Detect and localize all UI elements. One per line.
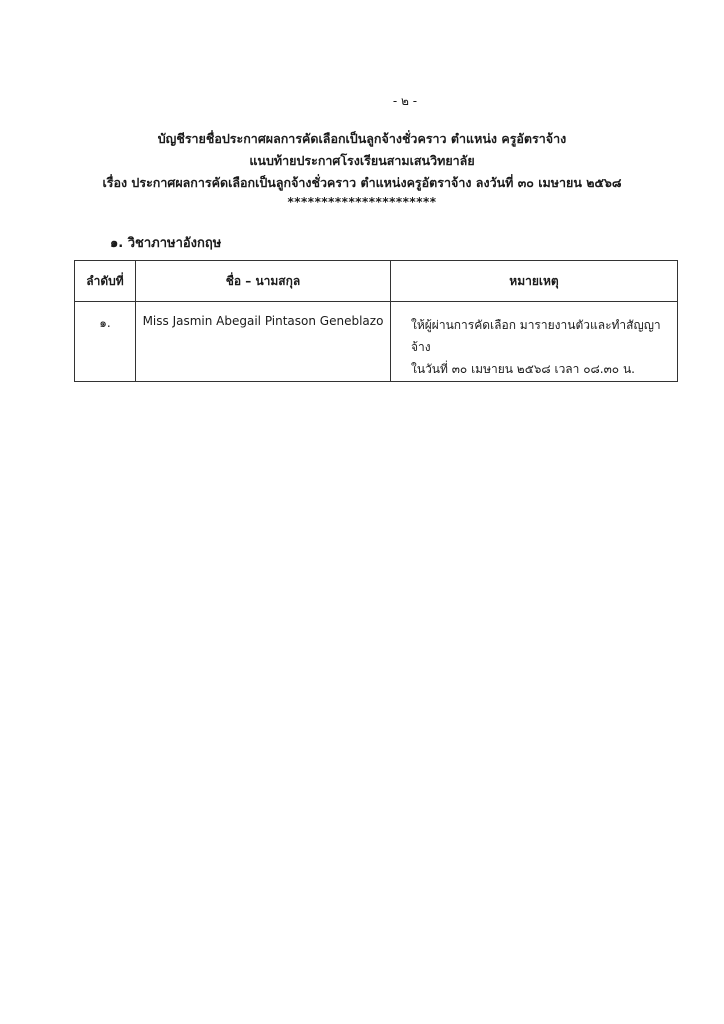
- section-title: ๑. วิชาภาษาอังกฤษ: [110, 236, 222, 251]
- row-note: [391, 302, 678, 382]
- column-header-name: ชื่อ – นามสกุล: [136, 261, 391, 302]
- header-title-line2: แนบท้ายประกาศโรงเรียนสามเสนวิทยาลัย: [249, 153, 475, 168]
- row-number: ๑.: [75, 302, 136, 382]
- header-title-line3: เรื่อง ประกาศผลการคัดเลือกเป็นลูกจ้างชั่วคราว ตำแหน่งครูอัตราจ้าง ลงวันที่ ๓๐ เมษายน ๒๕๖๘: [102, 175, 622, 190]
- page-number: - ๒ -: [392, 94, 418, 108]
- header-separator-stars: **********************: [287, 195, 437, 209]
- table-row: [75, 302, 678, 382]
- column-header-no: ลำดับที่: [75, 261, 136, 302]
- result-table: [74, 260, 678, 382]
- table-header-row: [75, 261, 678, 302]
- row-note-line1: ให้ผู้ผ่านการคัดเลือก มารายงานตัวและทำสัญญาจ้าง: [411, 318, 661, 354]
- row-name: Miss Jasmin Abegail Pintason Geneblazo: [136, 302, 391, 382]
- header-title-line1: บัญชีรายชื่อประกาศผลการคัดเลือกเป็นลูกจ้างชั่วคราว ตำแหน่ง ครูอัตราจ้าง: [157, 131, 567, 146]
- document-header: [0, 128, 724, 208]
- column-header-note: หมายเหตุ: [391, 261, 678, 302]
- row-note-line2: ในวันที่ ๓๐ เมษายน ๒๕๖๘ เวลา ๐๘.๓๐ น.: [411, 362, 635, 376]
